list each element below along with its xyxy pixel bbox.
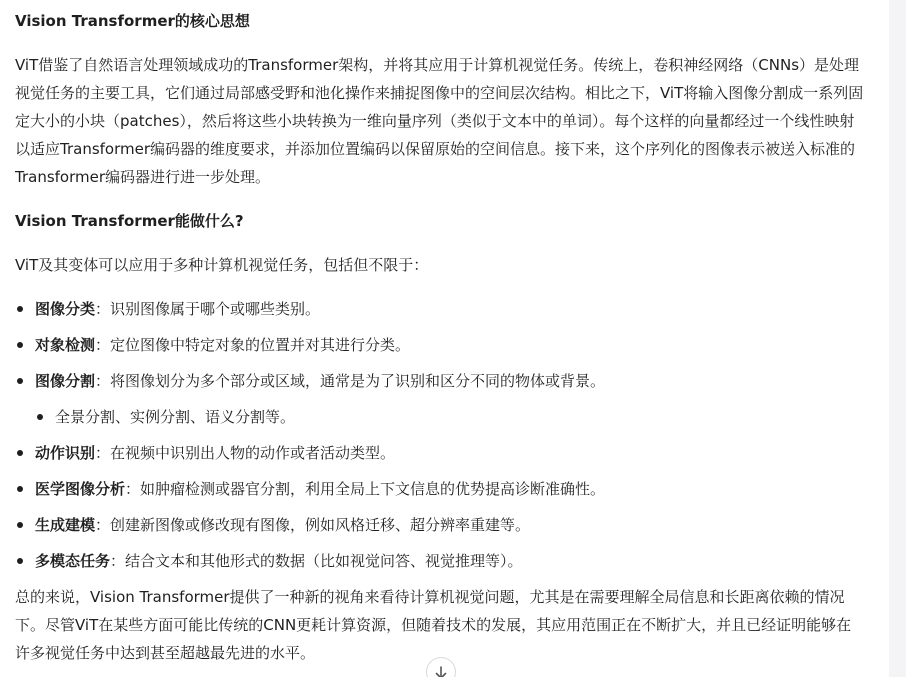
list-item-desc: ：在视频中识别出人物的动作或者活动类型。 xyxy=(95,444,396,462)
capabilities-intro: ViT及其变体可以应用于多种计算机视觉任务，包括但不限于： xyxy=(15,256,429,274)
list-item xyxy=(15,439,865,475)
list-item-desc: ：创建新图像或修改现有图像，例如风格迁移、超分辨率重建等。 xyxy=(95,516,531,534)
list-sub-item-text: 全景分割、实例分割、语义分割等。 xyxy=(55,408,296,426)
list-item-term: 图像分类 xyxy=(35,300,96,318)
list-item-term: 生成建模 xyxy=(35,516,96,534)
list-item xyxy=(15,367,865,403)
list-item xyxy=(15,331,865,367)
arrow-down-icon xyxy=(435,658,447,677)
list-item-desc: ：识别图像属于哪个或哪些类别。 xyxy=(95,300,321,318)
list-item-desc: ：结合文本和其他形式的数据（比如视觉问答、视觉推理等）。 xyxy=(110,552,523,570)
core-idea-paragraph: ViT借鉴了自然语言处理领域成功的Transformer架构，并将其应用于计算机视觉任务。传统上，卷积神经网络（CNNs）是处理视觉任务的主要工具，它们通过局部感受野和池化操作来捕捉图像中的空间层次结构。相比之下，ViT将输入图像分割成一系列固定大小的小块（patches），然后将这些小块转换为一维向量序列（类似于文本中的单词）。每个这样的向量都经过一个线性映射以适应Transformer编码器的维度要求，并添加位置编码以保留原始的空间信息。接下来，这个序列化的图像表示被送入标准的Transformer编码器进行进一步处理。 xyxy=(15,56,864,186)
list-item xyxy=(15,295,865,331)
list-item-term: 动作识别 xyxy=(35,444,96,462)
list-item-term: 多模态任务 xyxy=(35,552,111,570)
task-list xyxy=(15,295,865,583)
list-item xyxy=(15,475,865,511)
list-item-desc: ：如肿瘤检测或器官分割，利用全局上下文信息的优势提高诊断准确性。 xyxy=(125,480,606,498)
list-item xyxy=(15,511,865,547)
list-item-term: 对象检测 xyxy=(35,336,96,354)
section-heading-core-idea: Vision Transformer的核心思想 xyxy=(15,12,250,30)
list-item-term: 图像分割 xyxy=(35,372,96,390)
conclusion-paragraph: 总的来说，Vision Transformer提供了一种新的视角来看待计算机视觉问题，尤其是在需要理解全局信息和长距离依赖的情况下。尽管ViT在某些方面可能比传统的CNN更耗计算资源，但随着技术的发展，其应用范围正在不断扩大，并且已经证明能够在许多视觉任务中达到甚至超越最先进的水平。 xyxy=(15,588,852,662)
list-sub-item xyxy=(15,403,865,439)
list-item-term: 医学图像分析 xyxy=(35,480,126,498)
list-item xyxy=(15,547,865,583)
message-content xyxy=(15,7,865,667)
section-heading-capabilities: Vision Transformer能做什么? xyxy=(15,212,244,230)
list-item-desc: ：定位图像中特定对象的位置并对其进行分类。 xyxy=(95,336,411,354)
scrollbar[interactable] xyxy=(889,0,906,677)
list-item-desc: ：将图像划分为多个部分或区域，通常是为了识别和区分不同的物体或背景。 xyxy=(95,372,606,390)
